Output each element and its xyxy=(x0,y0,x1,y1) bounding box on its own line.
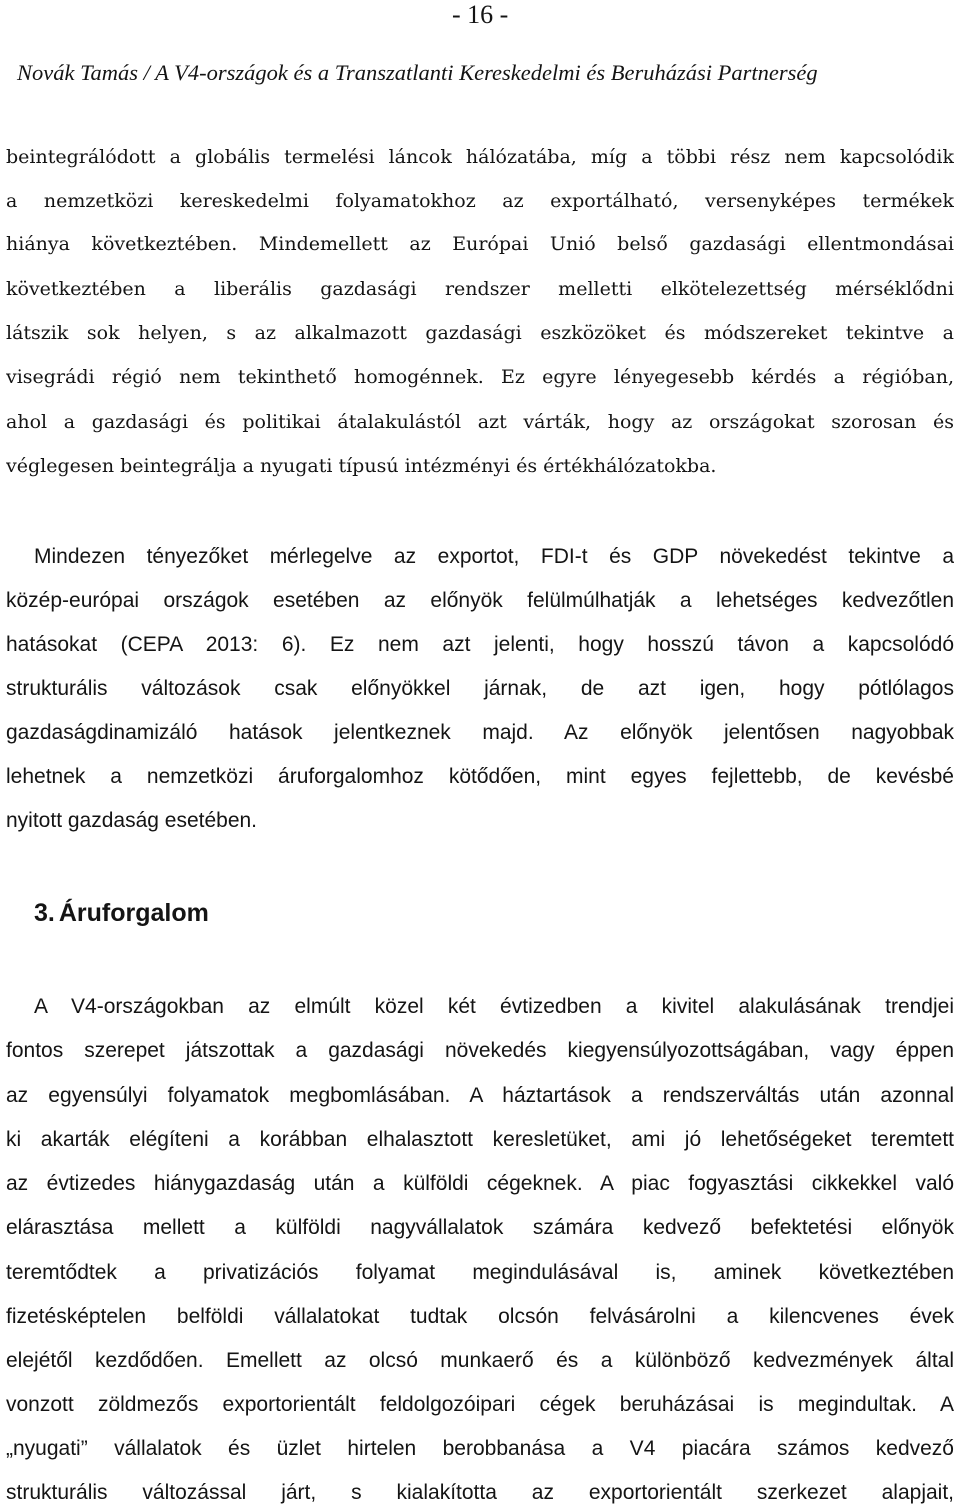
paragraph-line: beintegrálódott a globális termelési láncok hálózatába, míg a többi rész nem kapcsolódik xyxy=(6,146,954,168)
paragraph-line: „nyugati” vállalatok és üzlet hirtelen berobbanása a V4 piacára számos kedvező xyxy=(6,1437,954,1460)
paragraph-line: elárasztása mellett a külföldi nagyvállalatok számára kedvező befektetési előnyök xyxy=(6,1216,954,1239)
paragraph-line: A V4-országokban az elmúlt közel két évtizedben a kivitel alakulásának trendjei xyxy=(34,995,954,1018)
paragraph-line: strukturális változással járt, s kialakította az exportorientált szerkezet alapjait, xyxy=(6,1481,954,1504)
paragraph-line: lehetnek a nemzetközi áruforgalomhoz kötődően, mint egyes fejlettebb, de kevésbé xyxy=(6,765,954,788)
paragraph-line: az évtizedes hiánygazdaság után a külföldi cégeknek. A piac fogyasztási cikkekkel való xyxy=(6,1172,954,1195)
paragraph-line: vonzott zöldmezős exportorientált feldolgozóipari cégek beruházásai is megindultak. A xyxy=(6,1393,954,1416)
paragraph-line: nyitott gazdaság esetében. xyxy=(6,809,258,832)
paragraph-line: az egyensúlyi folyamatok megbomlásában. A háztartások a rendszerváltás után azonnal xyxy=(6,1084,954,1107)
running-header: Novák Tamás / A V4-országok és a Transzatlanti Kereskedelmi és Beruházási Partnerség xyxy=(17,60,818,85)
paragraph-line: fontos szerepet játszottak a gazdasági növekedés kiegyensúlyozottságában, vagy éppen xyxy=(6,1039,954,1062)
paragraph-line: ki akarták elégíteni a korábban elhalasztott keresletüket, ami jó lehetőségeket teremtett xyxy=(6,1128,954,1151)
paragraph-line: látszik sok helyen, s az alkalmazott gazdasági eszközöket és módszereket tekintve a xyxy=(6,322,954,344)
paragraph-line: strukturális változások csak előnyökkel járnak, de azt igen, hogy pótlólagos xyxy=(6,677,954,700)
page-number: - 16 - xyxy=(452,0,509,29)
paragraph-line: a nemzetközi kereskedelmi folyamatokhoz az exportálható, versenyképes termékek xyxy=(6,190,954,212)
section-title: Áruforgalom xyxy=(58,899,209,927)
section-heading xyxy=(34,897,209,929)
paragraph-line: elejétől kezdődően. Emellett az olcsó munkaerő és a különböző kedvezmények által xyxy=(6,1349,954,1372)
paragraph-line: fizetésképtelen belföldi vállalatokat tudtak olcsón felvásárolni a kilencvenes évek xyxy=(6,1305,954,1328)
paragraph-line: ahol a gazdasági és politikai átalakulástól azt várták, hogy az országokat szorosan és xyxy=(6,411,954,433)
paragraph-line: közép-európai országok esetében az előnyök felülmúlhatják a lehetséges kedvezőtlen xyxy=(6,589,954,612)
section-number: 3. xyxy=(34,899,55,927)
paragraph-line: véglegesen beintegrálja a nyugati típusú intézményi és értékhálózatokba. xyxy=(6,455,717,477)
paragraph-line: következtében a liberális gazdasági rendszer melletti elkötelezettség mérséklődni xyxy=(6,278,954,300)
paragraph-line: hatásokat (CEPA 2013: 6). Ez nem azt jelenti, hogy hosszú távon a kapcsolódó xyxy=(6,633,954,656)
paragraph-line: Mindezen tényezőket mérlegelve az exportot, FDI-t és GDP növekedést tekintve a xyxy=(34,545,954,568)
paragraph-line: gazdaságdinamizáló hatások jelentkeznek majd. Az előnyök jelentősen nagyobbak xyxy=(6,721,954,744)
paragraph-line: visegrádi régió nem tekinthető homogénnek. Ez egyre lényegesebb kérdés a régióban, xyxy=(6,366,954,388)
paragraph-line: teremtődtek a privatizációs folyamat megindulásával is, aminek következtében xyxy=(6,1261,954,1284)
paragraph-line: hiánya következtében. Mindemellett az Európai Unió belső gazdasági ellentmondásai xyxy=(6,233,954,255)
